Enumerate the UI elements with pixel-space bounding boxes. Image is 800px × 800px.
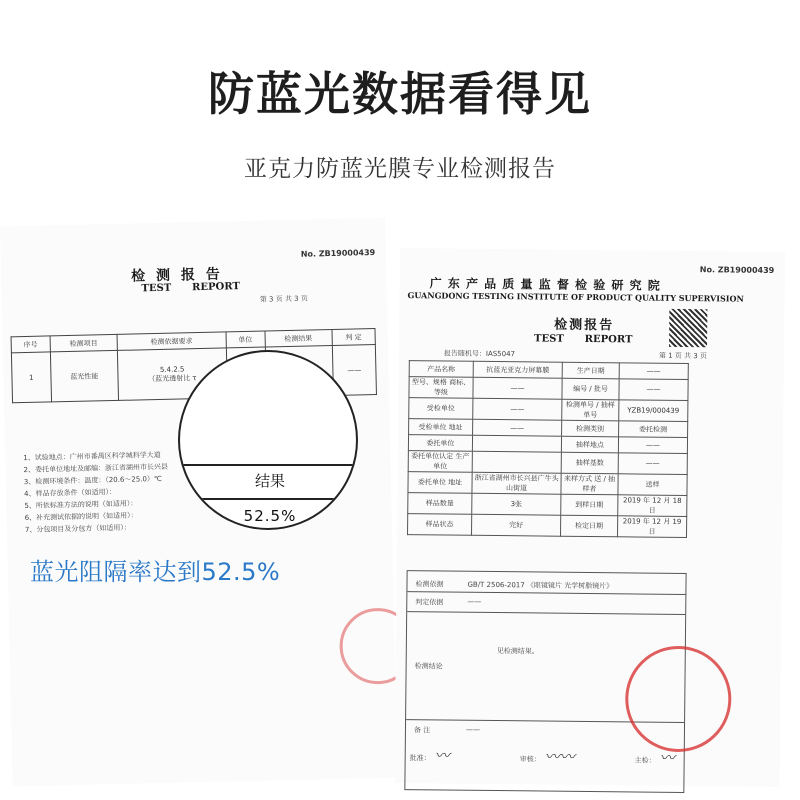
report-notes xyxy=(23,449,169,536)
report-title-en: TEST REPORT xyxy=(534,333,633,346)
table-cell: 样品数量 xyxy=(408,493,472,515)
table-cell: 检测单号 / 抽样单号 xyxy=(562,399,619,421)
remark-value: —— xyxy=(465,725,481,734)
institute-name-cn: 广 东 产 品 质 量 监 督 检 验 研 究 院 xyxy=(429,276,661,293)
note-line: 1、试验地点：广州市番禺区科学城科学大道 xyxy=(23,450,161,463)
table-cell: 生产日期 xyxy=(562,362,619,379)
page-subtitle: 亚克力防蓝光膜专业检测报告 xyxy=(244,156,556,182)
red-seal-stamp xyxy=(625,645,732,752)
col-header: 序号 xyxy=(11,336,50,353)
table-cell: —— xyxy=(618,437,687,454)
table-cell: 受检单位 地址 xyxy=(409,419,473,436)
table-cell: 送样 xyxy=(618,474,687,496)
report-title-en: TEST REPORT xyxy=(141,281,240,295)
table-cell: 抽样基数 xyxy=(561,452,618,474)
table-cell: —— xyxy=(619,363,688,380)
table-cell: 检定日期 xyxy=(561,515,618,537)
reviewer-signature: 〰〰 xyxy=(544,747,575,766)
report-serial: 报告随机号：IAS5047 xyxy=(443,349,516,359)
basis-label: 检测依据 xyxy=(415,580,444,589)
approver-label: 批准： xyxy=(409,754,431,763)
table-cell: —— xyxy=(618,453,687,475)
table-cell: 委托单位 xyxy=(408,435,472,452)
note-line: 7、分包项目及分包方（如适用）： xyxy=(24,523,131,535)
note-line: 4、样品存放条件（如适用）： xyxy=(24,487,117,499)
table-cell: 检测类别 xyxy=(562,420,619,437)
table-cell: —— xyxy=(473,398,562,420)
conclusion-label: 检测结论 xyxy=(414,662,443,671)
basis-value: GB/T 2506-2017 《眼镜镜片 光学树脂镜片》 xyxy=(467,580,614,591)
table-cell xyxy=(472,451,561,473)
table-cell: 完好 xyxy=(471,514,560,536)
page-title: 防蓝光数据看得见 xyxy=(208,67,592,121)
row-judgement: —— xyxy=(332,345,376,396)
table-cell: 样品状态 xyxy=(408,514,472,536)
table-cell: 浙江省湖州市长兴县广牛头山街道 xyxy=(472,472,561,494)
qr-code-icon xyxy=(669,309,707,347)
table-row xyxy=(408,493,687,517)
table-row xyxy=(408,451,687,475)
col-header: 检测依据要求 xyxy=(117,332,226,350)
divider xyxy=(407,611,685,615)
remark-label: 备 注 xyxy=(413,726,431,735)
col-header: 单位 xyxy=(226,331,265,348)
magnifier-circle xyxy=(178,350,358,530)
table-row xyxy=(409,398,688,422)
inspector-label: 主检： xyxy=(634,756,656,765)
blue-light-block-rate: 蓝光阻隔率达到52.5% xyxy=(30,558,281,586)
reviewer-label: 审核： xyxy=(519,755,541,764)
page-indicator: 第 3 页 共 3 页 xyxy=(259,294,308,304)
table-row xyxy=(408,472,687,496)
institute-name-en: GUANGDONG TESTING INSTITUTE OF PRODUCT QUALITY SUPERVISION xyxy=(407,290,744,304)
report-title-cn: 检测报告 xyxy=(554,317,615,334)
judge-label: 判定依据 xyxy=(415,598,444,607)
table-cell: 2019 年 12 月 18 日 xyxy=(618,495,687,517)
table-cell: 型号、规格 商标、等级 xyxy=(409,377,473,399)
table-cell: 3张 xyxy=(472,493,561,515)
magnifier-table-line xyxy=(180,464,358,466)
note-line: 5、所依标准方法的说明（如适用）： xyxy=(24,499,138,511)
table-cell: 2019 年 12 月 19 日 xyxy=(617,516,686,538)
table-row xyxy=(408,514,687,538)
table-cell: —— xyxy=(619,379,688,401)
note-line: 2、委托单位地址及邮编：浙江省湖州市长兴县 xyxy=(23,462,169,475)
table-cell: 委托单位认定 生产单位 xyxy=(408,451,472,473)
judge-value: —— xyxy=(467,597,482,606)
table-cell: 受检单位 xyxy=(409,398,473,420)
table-row xyxy=(409,377,688,401)
table-cell: 编号 / 批号 xyxy=(562,378,619,400)
row-requirement-desc: （蓝光透射比 τ xyxy=(148,373,197,383)
table-cell: YZB19/000439 xyxy=(619,400,688,422)
sample-info-table xyxy=(407,360,689,538)
approver-signature: 〰 xyxy=(434,746,450,765)
magnifier-table-line xyxy=(180,498,358,500)
table-cell: —— xyxy=(472,419,561,436)
report-title-cn: 检 测 报 告 xyxy=(131,266,224,285)
col-header: 检测结果 xyxy=(264,330,332,348)
table-cell xyxy=(472,435,561,452)
divider xyxy=(407,591,685,595)
table-cell: 抗蓝光亚克力屏幕膜 xyxy=(473,361,562,378)
col-header: 判 定 xyxy=(332,329,376,346)
magnifier-result-header: 结果 xyxy=(254,472,285,490)
col-header: 检测项目 xyxy=(50,334,118,352)
table-cell: 委托检测 xyxy=(618,421,687,438)
test-report-page-1 xyxy=(394,248,785,787)
report-number: No. ZB19000439 xyxy=(699,265,775,275)
row-item: 蓝光性能 xyxy=(50,350,118,402)
report-number: No. ZB19000439 xyxy=(300,248,376,259)
note-line: 3、检测环境条件：温度：（20.6～25.0）℃ xyxy=(23,474,162,487)
conclusion-value: 见检测结果。 xyxy=(496,647,539,656)
table-cell: 产品名称 xyxy=(409,361,473,378)
magnifier-result-value: 52.5% xyxy=(243,507,297,525)
inspector-signature: 〰 xyxy=(659,748,675,767)
row-number: 1 xyxy=(11,352,51,403)
page-indicator: 第 1 页 共 3 页 xyxy=(658,351,707,361)
table-cell: 来样方式 送 / 抽样者 xyxy=(561,473,618,495)
table-cell: 委托单位 地址 xyxy=(408,472,472,494)
note-line: 6、补充测试依据的说明（如适用）： xyxy=(24,511,138,523)
row-requirement-clause: 5.4.2.5 xyxy=(159,364,185,374)
table-cell: 到样日期 xyxy=(561,494,618,516)
test-report-page-3 xyxy=(0,218,398,787)
table-cell: —— xyxy=(473,377,562,399)
table-cell: 抽样地点 xyxy=(561,436,618,453)
